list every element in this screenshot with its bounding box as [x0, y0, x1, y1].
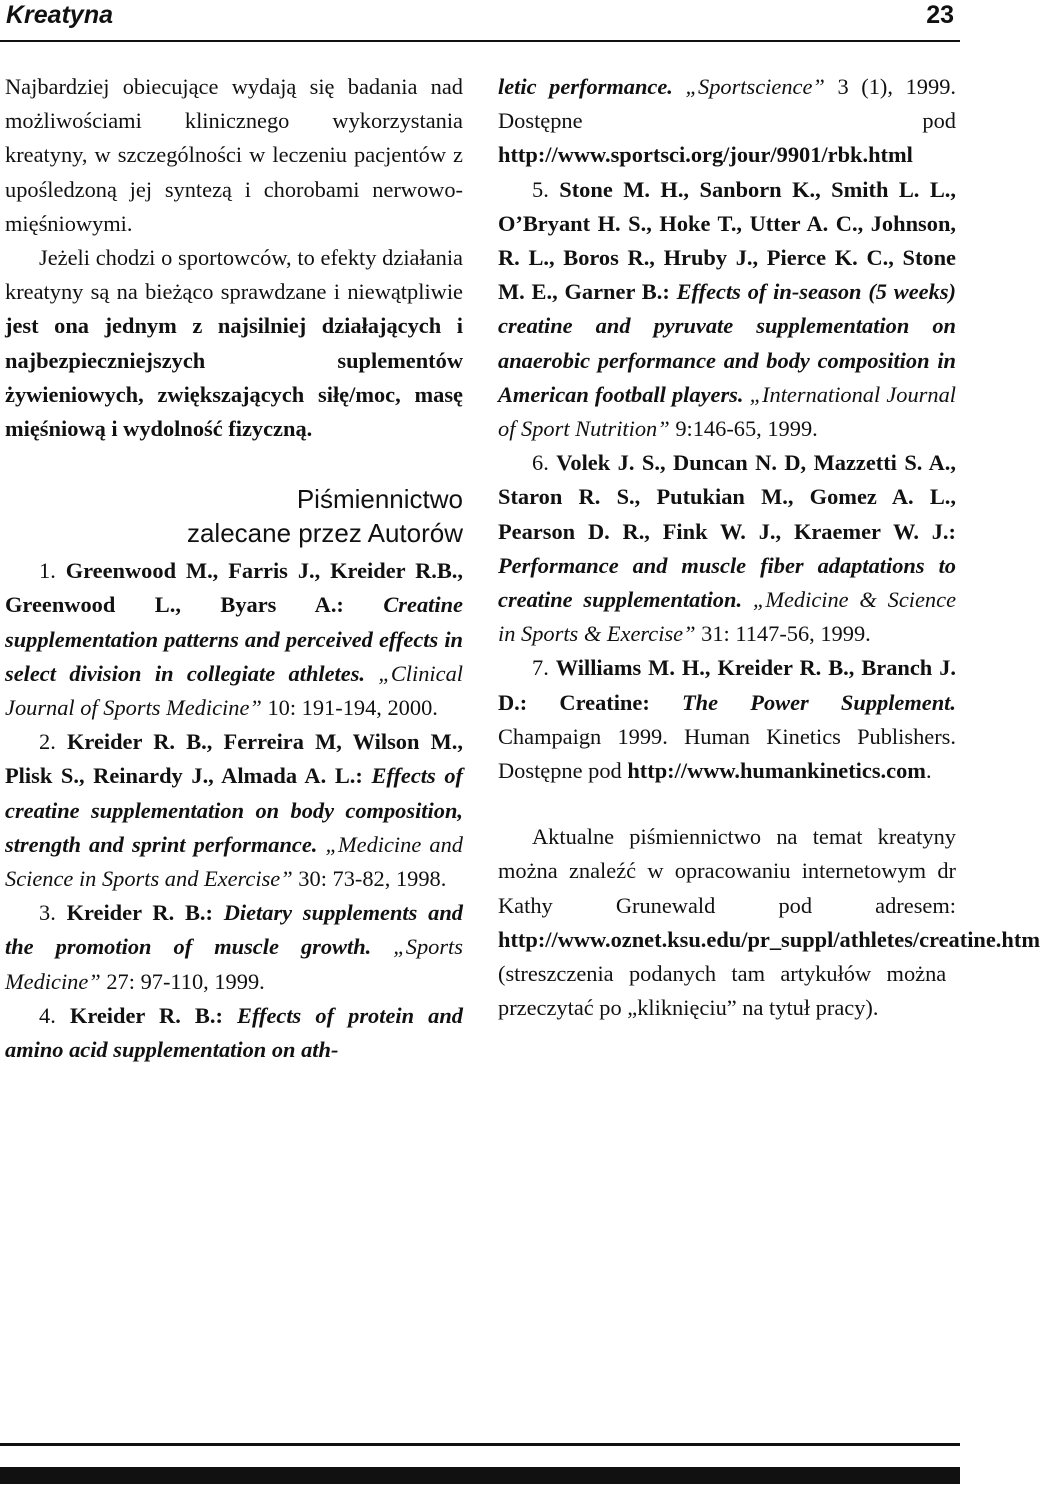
header-rule [0, 40, 960, 42]
footer-rule-thin [0, 1443, 960, 1446]
reference-1: 1. Greenwood M., Farris J., Kreider R.B., Greenwood L., Byars A.: Creatine supplementation patterns and perceived effects in select division in collegiate athletes. „Clinical Journal of Sports Medicine” 10: 191-194, 2000. [5, 558, 463, 721]
reference-4-continued: letic performance. „Sportscience” 3 (1), 1999. Dostępne pod http://www.sportsci.org/jour/9901/rbk.html [498, 74, 956, 168]
reference-2: 2. Kreider R. B., Ferreira M, Wilson M., Plisk S., Reinardy J., Almada A. L.: Effects of creatine supplementation on body composition, strength and sprint performance. „Medicine and Science in Sports and Exercise” 30: 73-82, 1998. [5, 729, 463, 892]
reference-5: 5. Stone M. H., Sanborn K., Smith L. L., O’Bryant H. S., Hoke T., Utter A. C., Johnson, R. L., Boros R., Hruby J., Pierce K. C., Stone M. E., Garner B.: Effects of in-season (5 weeks) creatine and pyruvate supplementation on anaerobic performance and body composition in American football players. „International Journal of Sport Nutrition” 9:146-65, 1999. [498, 176, 957, 442]
paragraph-intro: Najbardziej obiecujące wydają się badania nad możliwościami klinicznego wykorzystania kreatyny, w szczególności w leczeniu pacjentów z upośledzoną jej syntezą i chorobami nerwowo-mięśniowymi. [5, 74, 463, 236]
reference-4: 4. Kreider R. B.: Effects of protein and amino acid supplementation on ath- [5, 1002, 464, 1063]
references-heading: Piśmiennictwo zalecane przez Autorów [186, 484, 463, 549]
online-references-note: Aktualne piśmiennictwo na temat kreatyny można znaleźć w opracowaniu internetowym dr Kathy Grunewald pod adresem: http://www.oznet.ksu.edu/pr_suppl/athletes/creatine.htm (streszczenia podanych tam artykułów można przeczytać po „kliknięciu” na tytuł pracy). [498, 824, 1040, 1021]
running-title: Kreatyna [6, 1, 113, 29]
right-column [498, 70, 1040, 1025]
page-number: 23 [926, 1, 954, 29]
reference-7: 7. Williams M. H., Kreider R. B., Branch J. D.: Creatine: The Power Supplement. Champaign 1999. Human Kinetics Publishers. Dostępne pod http://www.humankinetics.com. [498, 655, 957, 784]
paragraph-athletes: Jeżeli chodzi o sportowców, to efekty działania kreatyny są na bieżąco sprawdzane i niewątpliwie jest ona jednym z najsilniej działających i najbezpieczniejszych suplementów żywieniowych, zwiększających siłę/moc, masę mięśniową i wydolność fizyczną. [5, 245, 463, 442]
reference-3: 3. Kreider R. B.: Dietary supplements and the promotion of muscle growth. „Sports Medicine” 27: 97-110, 1999. [5, 900, 463, 994]
reference-4-link[interactable]: http://www.sportsci.org/jour/9901/rbk.html [498, 142, 913, 168]
page-header [0, 0, 960, 40]
spacer [498, 788, 956, 820]
reference-6: 6. Volek J. S., Duncan N. D, Mazzetti S. A., Staron R. S., Putukian M., Gomez A. L., Pearson D. R., Fink W. J., Kraemer W. J.: Performance and muscle fiber adaptations to creatine supplementation. „Medicine & Science in Sports & Exercise” 31: 1147-56, 1999. [498, 450, 957, 647]
left-column [5, 70, 463, 1067]
reference-7-link[interactable]: http://www.humankinetics.com [627, 758, 926, 784]
online-references-link[interactable]: http://www.oznet.ksu.edu/pr_suppl/athletes/creatine.htm [498, 926, 1040, 952]
footer-rule-thick [0, 1467, 960, 1484]
